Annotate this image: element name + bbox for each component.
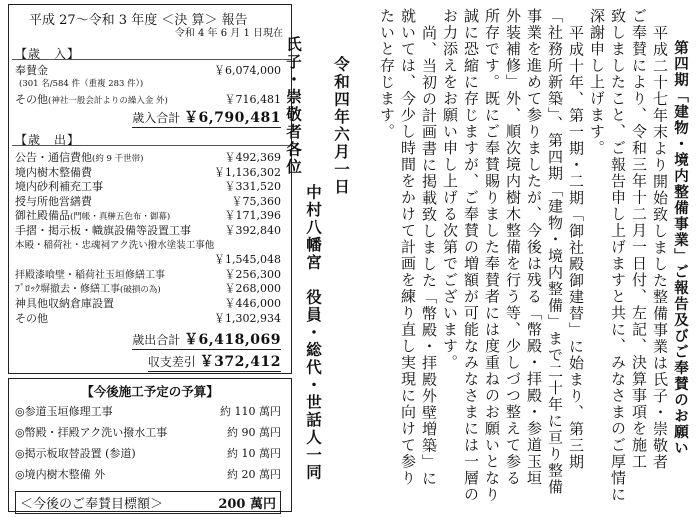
- letter-column: たいと存じます。: [378, 8, 396, 140]
- expense-value: ￥331,520: [224, 180, 281, 194]
- expense-note: (約 9 千世帯): [92, 154, 144, 164]
- expense-header: 【歳 出】: [15, 133, 81, 147]
- letter-column: ご奉賛により、令和三年十二月一日付、左記、決算事項を施工: [630, 8, 648, 470]
- expense-note: (破損の為): [120, 285, 161, 296]
- expense-label: ﾌﾞﾛｯｸ塀撤去・修繕工事: [15, 284, 120, 296]
- letter-column: 平成二十七年末より開始致しました整備事業は氏子・崇敬者: [651, 25, 669, 471]
- budget-item: ◎掲示板取替設置 (参道) 約 10 萬円: [15, 447, 281, 460]
- budget-item: ◎参道玉垣修理工事 約 110 萬円: [15, 405, 281, 418]
- expense-value: ￥268,000: [224, 282, 281, 296]
- balance: 収支差引 ￥372,412: [148, 351, 281, 372]
- letter-column: 外装補修」外、順次境内樹木整備を行う等、少しづつ整えて参る: [504, 8, 522, 487]
- expense-label: 境内砂利補充工事: [15, 180, 103, 194]
- expense-total: 歳出合計 ￥6,418,069: [132, 329, 281, 350]
- settlement-report-box: 平成 27～令和 3 年度 ＜決 算＞ 報告 令和 4 年 6 月 1 日現在 【歳 入】 奉賛金 ￥6,074,000 (301 名/584 件（重複 283 件）) その他(神社一般会計よりの繰入金 外) ￥716,481 歳入合計 ￥6,790,481 【歳 出】 公告・通信費他(約 9 千世帯) ￥492,369 境内樹木整備費 ￥1,136,302 境内砂利補充工事 ￥331,520 授与所他営繕費 ￥75,360 御社殿備品(門帳・真榊五色布・御幕) ￥171,396 手摺・掲示板・幟旗設備等設置工事 ￥392,840 本殿・稲荷社・忠魂祠アク洗い撥水塗装工事他 ￥1,545,048 拝殿漆喰壁・稲荷社玉垣修繕工事 ￥256,300 ﾌﾞﾛｯｸ塀撤去・修繕工事(破損の為) ￥268,000 神具他収納倉庫設置 ￥446,000 その他 ￥1,302,934 歳出合計 ￥6,418,069 収支差引 ￥372,412: [8, 4, 292, 374]
- expense-value: ￥492,369: [224, 151, 281, 164]
- report-panel: [8, 4, 292, 512]
- letter-date: 令和四年六月一日: [332, 56, 351, 196]
- expense-label: 神具他収納倉庫設置: [15, 297, 114, 310]
- letter-column: 第四期「建物・境内整備事業」ご報告及びご奉賛のお願い: [672, 40, 689, 456]
- letter-column: 「社務所新築」、第四期「建物・境内整備」まで二十年に亘り整備: [546, 8, 564, 496]
- income-header: 【歳 入】: [15, 47, 81, 61]
- expense-value: ￥1,545,048: [214, 253, 281, 267]
- budget-item: ◎幣殿・拝殿アク洗い撥水工事 約 90 萬円: [15, 426, 281, 439]
- budget-item: ◎境内樹木整備 外 約 20 萬円: [15, 468, 281, 481]
- divider: [12, 131, 291, 146]
- letter-column: 誠に恐縮に存じますが、ご奉賛の増額が可能なみなさまには一層の: [462, 8, 480, 503]
- letter-column: お力添えをお願い申し上げる次第でございます。: [441, 8, 459, 371]
- letter-column: 事業を進めて参りましたが、今後は残る「幣殿・拝殿・参道玉垣: [525, 8, 543, 487]
- expense-value: ￥171,396: [224, 209, 281, 223]
- divider: [12, 45, 291, 60]
- expense-label: 手摺・掲示板・幟旗設備等設置工事: [15, 224, 191, 237]
- letter-column: 致しましたこと、ご報告申し上げますと共に、みなさまのご厚情に: [609, 8, 627, 503]
- expense-note: (門帳・真榊五色布・御幕): [70, 212, 171, 223]
- addressee: 氏子・崇敬者各位: [284, 36, 303, 176]
- sender: 中村八幡宮 役員・総代・世話人一同: [304, 184, 323, 482]
- expense-label: その他: [15, 311, 48, 325]
- expense-value: ￥75,360: [231, 194, 281, 208]
- expense-label: 本殿・稲荷社・忠魂祠アク洗い撥水塗装工事他: [15, 239, 215, 251]
- expense-value: ￥392,840: [224, 224, 281, 237]
- letter-column: 就いては、今少し時間をかけて計画を練り直し実現に向けて参り: [399, 8, 417, 487]
- expense-value: ￥446,000: [224, 297, 281, 310]
- future-budget-box: [8, 378, 292, 512]
- expense-value: ￥1,136,302: [214, 165, 281, 179]
- report-date: 令和 4 年 6 月 1 日現在: [174, 28, 283, 39]
- expense-label: 授与所他営繕費: [15, 194, 92, 208]
- expense-label: 公告・通信費他: [15, 151, 92, 164]
- budget-title: 【今後施工予定の予算】: [81, 384, 219, 399]
- expense-value: ￥256,300: [224, 267, 281, 281]
- letter-column: 所存です。既にご奉賛賜りました奉賛者には度重ねのお願いとなり: [483, 8, 501, 503]
- donation-goal: ＜今後のご奉賛目標額＞ 200 萬円: [15, 491, 281, 514]
- letter-column: 尚、当初の計画書に掲載致しました「幣殿・拝殿外壁増築」に: [420, 25, 438, 487]
- report-title: 平成 27～令和 3 年度 ＜決 算＞ 報告: [29, 13, 248, 28]
- expense-label: 拝殿漆喰壁・稲荷社玉垣修繕工事: [15, 269, 165, 281]
- income-total: 歳入合計 ￥6,790,481: [132, 107, 281, 128]
- expense-label: 御社殿備品: [15, 209, 70, 223]
- letter-column: 平成十年、第一期・二期「御社殿御建替」に始まり、第三期: [567, 25, 585, 471]
- expense-value: ￥1,302,934: [214, 311, 281, 325]
- letter-column: 深謝申し上げます。: [588, 8, 606, 157]
- expense-label: 境内樹木整備費: [15, 165, 92, 179]
